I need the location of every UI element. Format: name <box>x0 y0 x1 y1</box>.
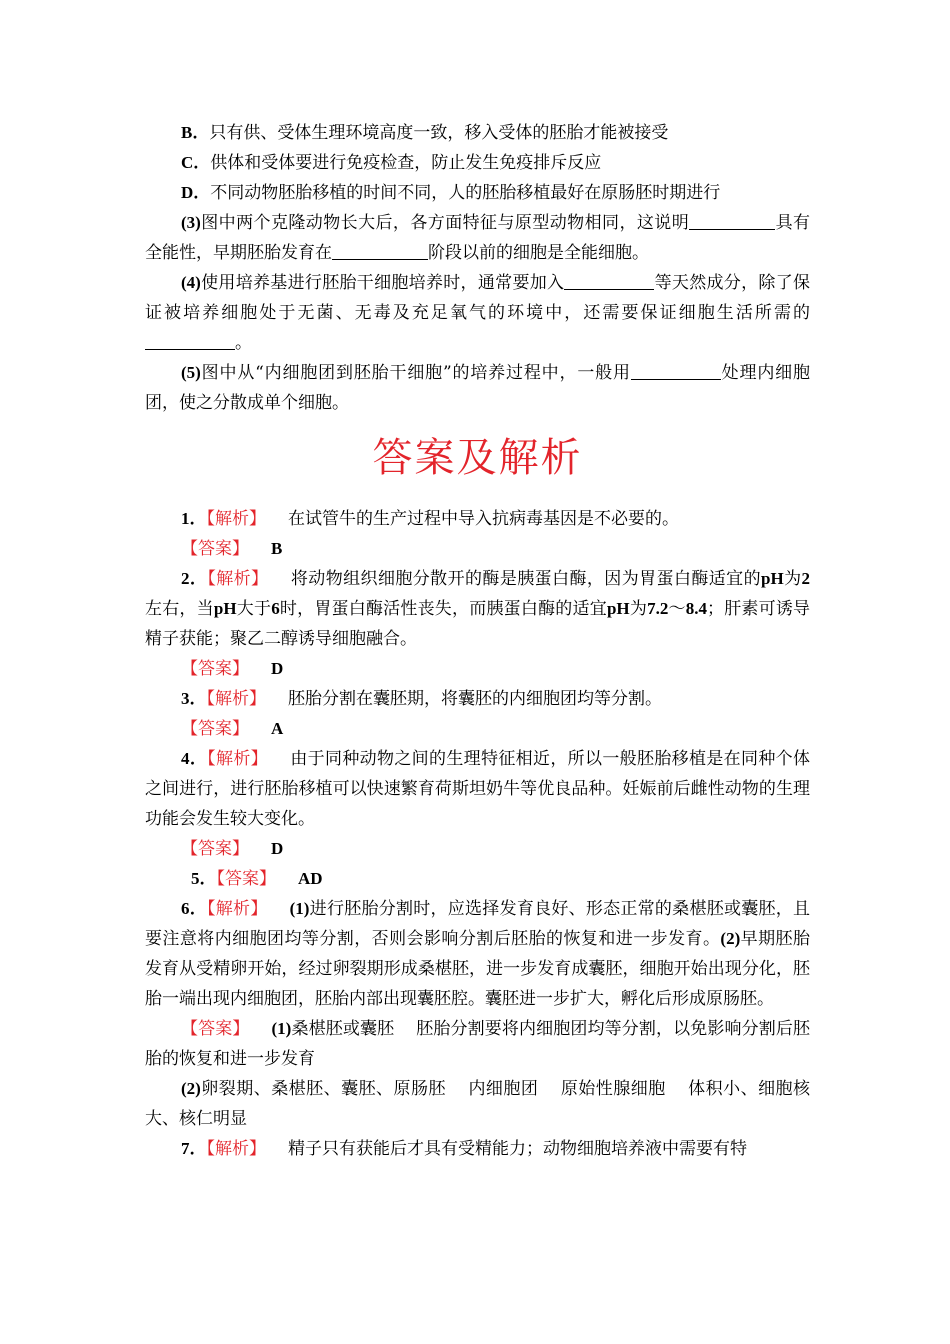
answer-tag: 【答案】 <box>181 719 249 739</box>
answer-4: 【答案】 D <box>181 839 284 859</box>
answer-6-part-2: (2)卵裂期、桑椹胚、囊胚、原肠胚 内细胞团 原始性腺细胞 体积小、细胞核大、核仁明显 <box>145 1079 811 1129</box>
answer-1: 【答案】 B <box>181 539 283 559</box>
fill-blank <box>689 211 759 230</box>
answers-title: 答案及解析 <box>372 435 583 481</box>
answer-tag: 【答案】 <box>216 869 276 889</box>
analysis-4: 4．【解析】 由于同种动物之间的生理特征相近，所以一般胚胎移植是在同种个体之间进行，进行胚胎移植可以快速繁育荷斯坦奶牛等优良品种。妊娠前后雌性动物的生理功能会发生较大变化。 <box>145 749 811 829</box>
answer-5: 5．【答案】 AD <box>191 869 323 889</box>
analysis-tag: 【解析】 <box>206 689 266 709</box>
fill-blank <box>631 361 721 380</box>
fill-blank <box>564 271 654 290</box>
analysis-tag: 【解析】 <box>206 1139 266 1159</box>
answer-6-part-1: 【答案】 (1)桑椹胚或囊胚 胚胎分割要将内细胞团均等分割，以免影响分割后胚胎的恢复和进一步发育 <box>145 1019 811 1069</box>
analysis-tag: 【解析】 <box>207 899 268 919</box>
answer-3: 【答案】 A <box>181 719 284 739</box>
analysis-tag: 【解析】 <box>206 509 266 529</box>
analysis-tag: 【解析】 <box>207 749 269 769</box>
document-body <box>145 118 810 1164</box>
analysis-3: 3．【解析】 胚胎分割在囊胚期，将囊胚的内细胞团均等分割。 <box>181 689 662 709</box>
answer-tag: 【答案】 <box>181 659 249 679</box>
option-b: B．只有供、受体生理环境高度一致，移入受体的胚胎才能被接受 <box>181 123 669 143</box>
fill-blank <box>332 241 428 260</box>
question-5: (5)图中从“内细胞团到胚胎干细胞”的培养过程中，一般用 处理内细胞团，使之分散成单个细胞。 <box>145 363 811 413</box>
analysis-7: 7．【解析】 精子只有获能后才具有受精能力；动物细胞培养液中需要有特 <box>181 1139 747 1159</box>
option-c: C．供体和受体要进行免疫检查，防止发生免疫排斥反应 <box>181 153 602 173</box>
question-4: (4)使用培养基进行胚胎干细胞培养时，通常要加入 等天然成分，除了保证被培养细胞处于无菌、无毒及充足氧气的环境中，还需要保证细胞生活所需的。 <box>145 273 811 353</box>
analysis-tag: 【解析】 <box>207 569 269 589</box>
answer-tag: 【答案】 <box>181 839 249 859</box>
question-3: (3)图中两个克隆动物长大后，各方面特征与原型动物相同，这说明 具有全能性，早期胚胎发育在 阶段以前的细胞是全能细胞。 <box>145 213 811 263</box>
answer-tag: 【答案】 <box>181 539 249 559</box>
option-d: D．不同动物胚胎移植的时间不同，人的胚胎移植最好在原肠胚时期进行 <box>181 183 721 203</box>
answer-2: 【答案】 D <box>181 659 284 679</box>
answer-tag: 【答案】 <box>181 1019 250 1039</box>
fill-blank <box>145 331 235 350</box>
analysis-1: 1．【解析】 在试管牛的生产过程中导入抗病毒基因是不必要的。 <box>181 509 679 529</box>
analysis-6: 6．【解析】 (1)进行胚胎分割时，应选择发育良好、形态正常的桑椹胚或囊胚，且要注意将内细胞团均等分割，否则会影响分割后胚胎的恢复和进一步发育。(2)早期胚胎发育从受精卵开始，经过卵裂期形成桑椹胚，进一步发育成囊胚，细胞开始出现分化，胚胎一端出现内细胞团，胚胎内部出现囊胚腔。囊胚进一步扩大，孵化后形成原肠胚。 <box>145 899 811 1009</box>
fill-blank <box>759 211 775 230</box>
analysis-2: 2．【解析】 将动物组织细胞分散开的酶是胰蛋白酶，因为胃蛋白酶适宜的pH为2左右，当pH大于6时，胃蛋白酶活性丧失，而胰蛋白酶的适宜pH为7.2～8.4；肝素可诱导精子获能；聚乙二醇诱导细胞融合。 <box>145 569 811 649</box>
